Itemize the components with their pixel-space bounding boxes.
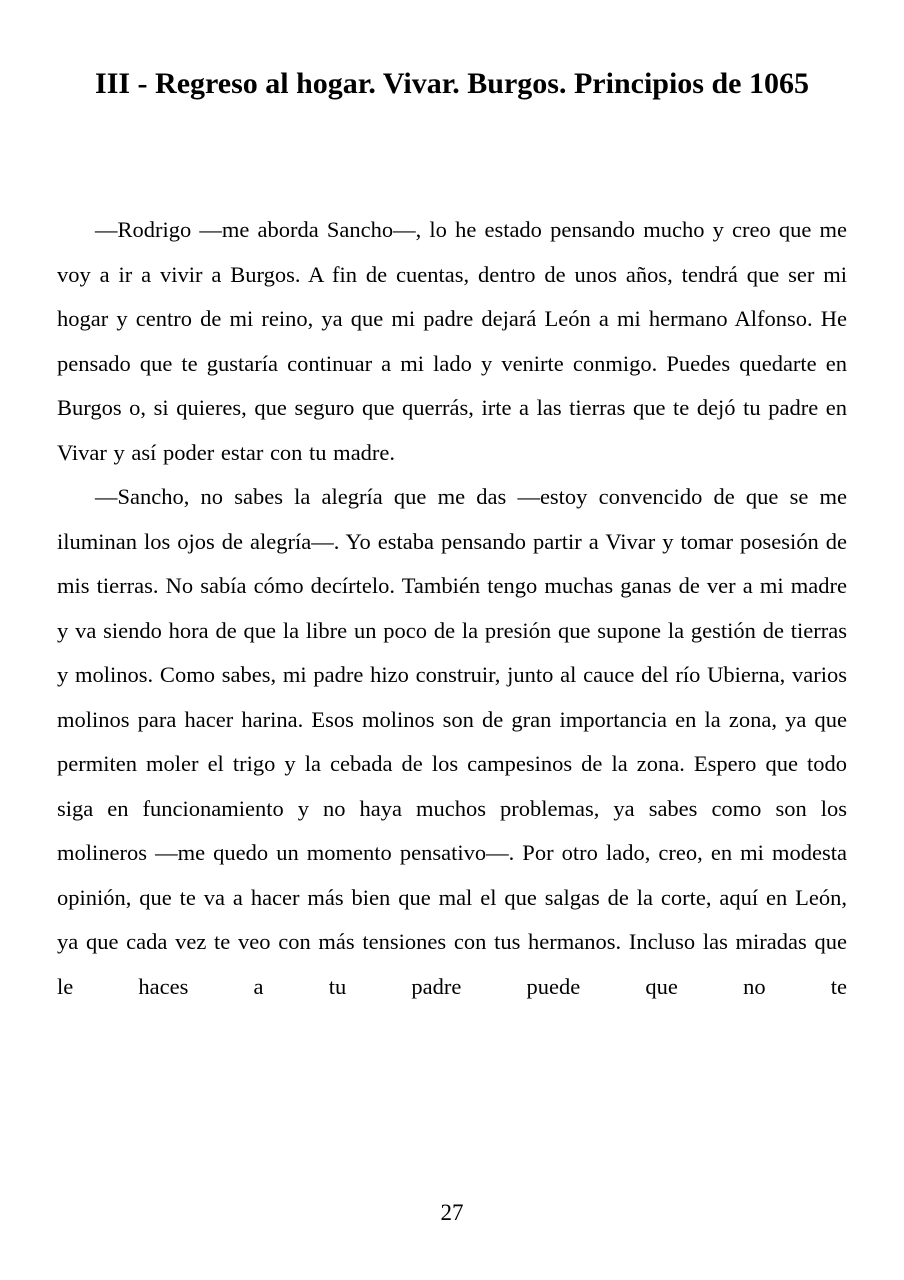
paragraph: —Rodrigo —me aborda Sancho—, lo he estado pensando mucho y creo que me voy a ir a vivir a Burgos. A fin de cuentas, dentro de unos años, tendrá que ser mi hogar y centro de mi reino, ya que mi padre dejará León a mi hermano Alfonso. He pensado que te gustaría continuar a mi lado y venirte conmigo. Puedes quedarte en Burgos o, si quieres, que seguro que querrás, irte a las tierras que te dejó tu padre en Vivar y así poder estar con tu madre. xyxy=(57,217,847,465)
chapter-body xyxy=(57,208,847,1009)
page-number: 27 xyxy=(440,1200,464,1225)
paragraph: —Sancho, no sabes la alegría que me das —estoy convencido de que se me iluminan los ojos de alegría—. Yo estaba pensando partir a Vivar y tomar posesión de mis tierras. No sabía cómo decírtelo. También tengo muchas ganas de ver a mi madre y va siendo hora de que la libre un poco de la presión que supone la gestión de tierras y molinos. Como sabes, mi padre hizo construir, junto al cauce del río Ubierna, varios molinos para hacer harina. Esos molinos son de gran importancia en la zona, ya que permiten moler el trigo y la cebada de los campesinos de la zona. Espero que todo siga en funcionamiento y no haya muchos problemas, ya sabes como son los molineros —me quedo un momento pensativo—. Por otro lado, creo, en mi modesta opinión, que te va a hacer más bien que mal el que salgas de la corte, aquí en León, ya que cada vez te veo con más tensiones con tus hermanos. Incluso las miradas que le haces a tu padre puede que no te xyxy=(57,484,847,999)
chapter-title: III - Regreso al hogar. Vivar. Burgos. Principios de 1065 xyxy=(95,67,809,100)
